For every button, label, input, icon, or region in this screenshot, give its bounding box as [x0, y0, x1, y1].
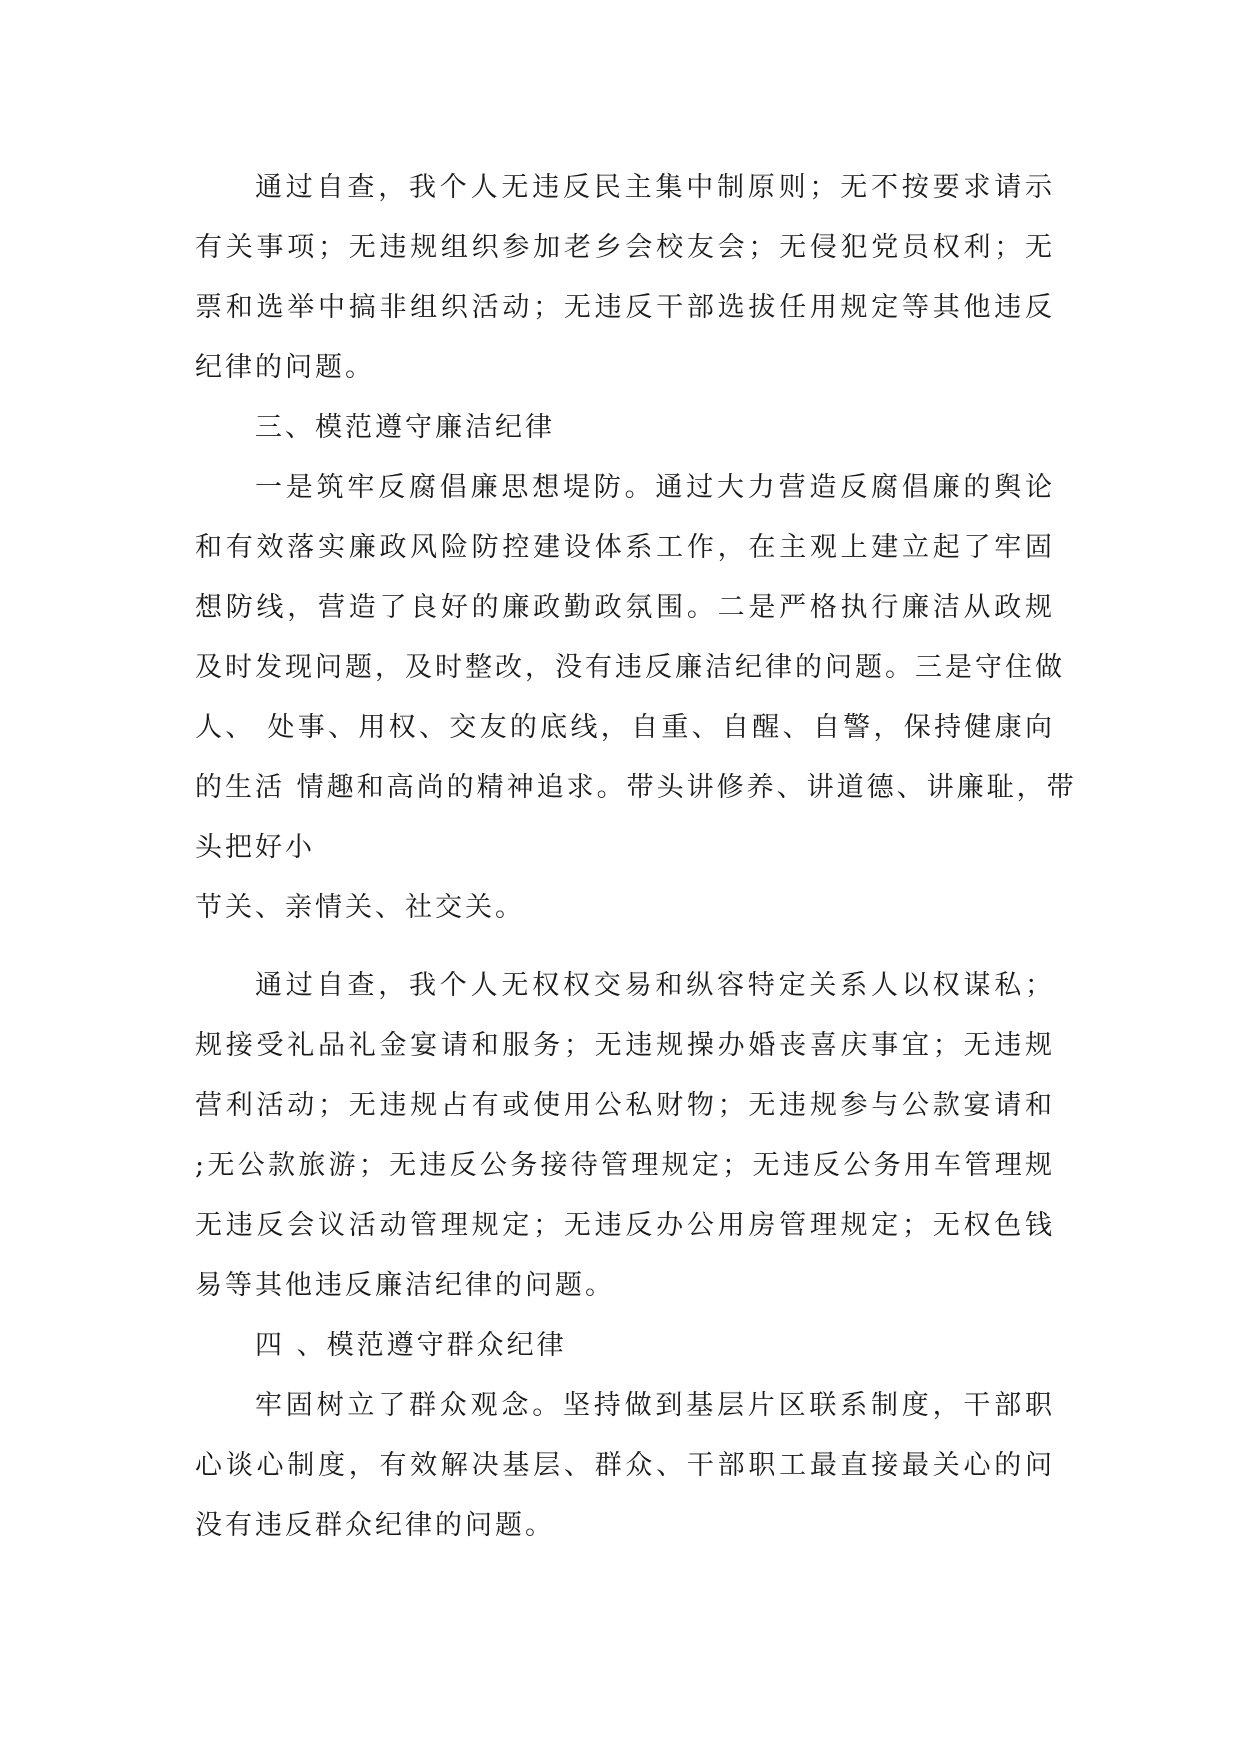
text-line: 易等其他违反廉洁纪律的问题。: [195, 1270, 615, 1301]
section-heading-integrity: [195, 398, 1055, 458]
text-line: 人、 处事、用权、交友的底线，自重、自醒、自警，保持健康向: [195, 712, 1055, 743]
text-line: 一是筑牢反腐倡廉思想堤防。通过大力营造反腐倡廉的舆论: [255, 472, 1055, 503]
text-line: ;无公款旅游；无违反公务接待管理规定；无违反公务用车管理规: [195, 1150, 1055, 1181]
text-line: 想防线，营造了良好的廉政勤政氛围。二是严格执行廉洁从政规: [195, 592, 1055, 623]
text-line: 通过自查，我个人无违反民主集中制原则；无不按要求请示: [255, 172, 1055, 203]
text-line: 及时发现问题，及时整改，没有违反廉洁纪律的问题。三是守住做: [195, 652, 1065, 683]
text-line: 没有违反群众纪律的问题。: [195, 1510, 555, 1541]
text-line: 规接受礼品礼金宴请和服务；无违规操办婚丧喜庆事宜；无违规: [195, 1030, 1055, 1061]
section-heading-mass: [195, 1316, 1055, 1376]
document-body: [195, 158, 1077, 1556]
text-line: 无违反会议活动管理规定；无违反办公用房管理规定；无权色钱: [195, 1210, 1055, 1241]
text-line: 通过自查，我个人无权权交易和纵容特定关系人以权谋私；: [255, 970, 1055, 1001]
text-line: 心谈心制度，有效解决基层、群众、干部职工最直接最关心的问: [195, 1450, 1055, 1481]
text-line: 纪律的问题。: [195, 352, 375, 383]
text-line: 节关、亲情关、社交关。: [195, 892, 525, 923]
text-line: 的生活 情趣和高尚的精神追求。带头讲修养、讲道德、讲廉耻，带: [195, 772, 1077, 803]
text-line: 头把好小: [195, 832, 315, 863]
text-line: 有关事项；无违规组织参加老乡会校友会；无侵犯党员权利；无: [195, 232, 1055, 263]
paragraph-integrity-selfcheck: [195, 956, 1055, 1316]
paragraph-org-selfcheck: [195, 158, 1055, 398]
text-line: 牢固树立了群众观念。坚持做到基层片区联系制度，干部职: [255, 1390, 1055, 1421]
heading-text: 四 、模范遵守群众纪律: [255, 1330, 567, 1361]
heading-text: 三、模范遵守廉洁纪律: [255, 412, 555, 443]
paragraph-integrity-body: [195, 458, 1077, 938]
text-line: 票和选举中搞非组织活动；无违反干部选拔任用规定等其他违反: [195, 292, 1055, 323]
paragraph-mass-body: [195, 1376, 1055, 1556]
text-line: 和有效落实廉政风险防控建设体系工作，在主观上建立起了牢固: [195, 532, 1055, 563]
text-line: 营利活动；无违规占有或使用公私财物；无违规参与公款宴请和: [195, 1090, 1055, 1121]
